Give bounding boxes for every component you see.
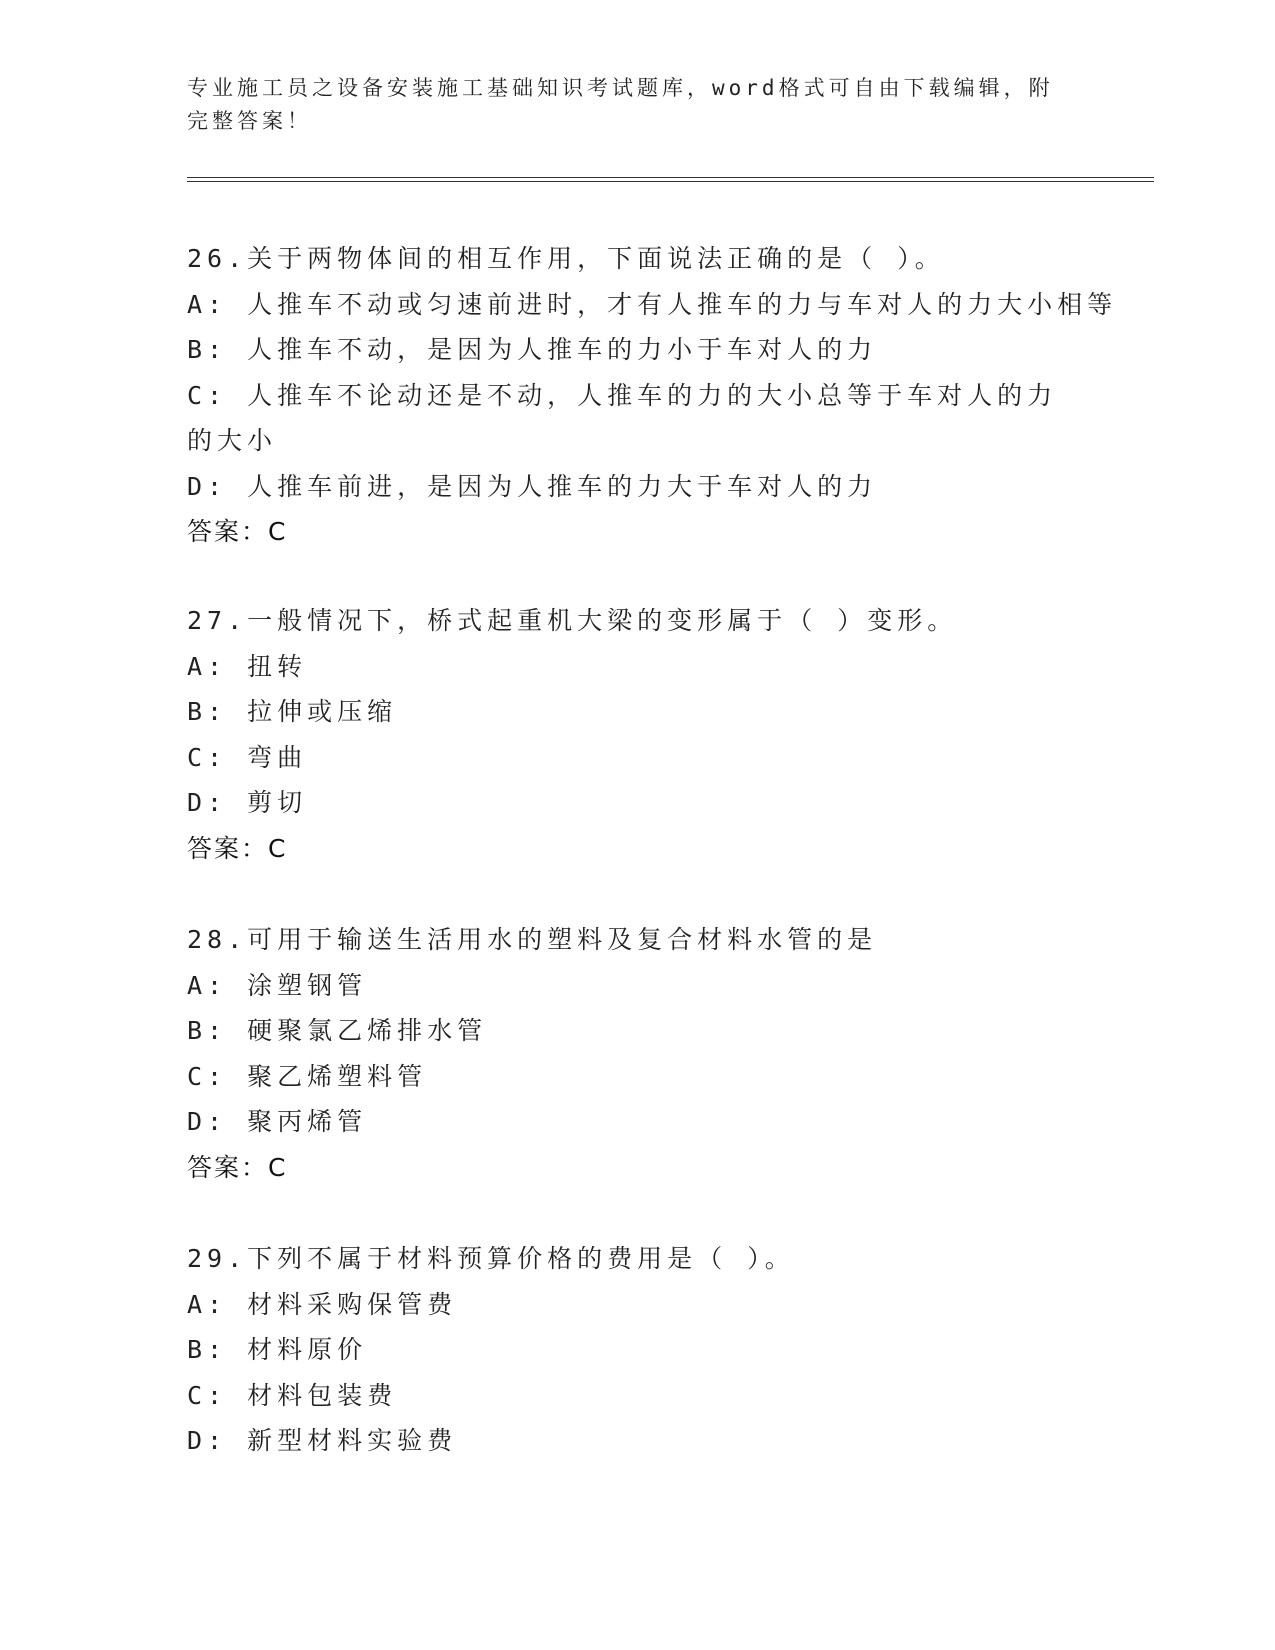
question-29	[187, 1236, 1087, 1464]
answer: 答案：C	[187, 1152, 288, 1182]
option-c: C: 人推车不论动还是不动，人推车的力的大小总等于车对人的力的大小	[187, 380, 1058, 455]
question-28	[187, 917, 1087, 1190]
option-a: A: 材料采购保管费	[187, 1289, 458, 1319]
option-a: A: 扭转	[187, 651, 308, 681]
header-divider-top	[187, 177, 1154, 178]
document-header: 专业施工员之设备安装施工基础知识考试题库，word格式可自由下载编辑，附完整答案！	[187, 76, 1054, 133]
option-c: C: 弯曲	[187, 742, 308, 772]
header-divider-bottom	[187, 181, 1154, 182]
option-b: B: 人推车不动，是因为人推车的力小于车对人的力	[187, 335, 878, 364]
option-b: B: 材料原价	[187, 1335, 368, 1364]
question-stem: 26.关于两物体间的相互作用，下面说法正确的是（ ）。	[187, 244, 945, 273]
option-d: D: 剪切	[187, 788, 308, 817]
question-stem: 27.一般情况下，桥式起重机大梁的变形属于（ ）变形。	[187, 606, 958, 635]
option-a: A: 人推车不动或匀速前进时，才有人推车的力与车对人的力大小相等	[187, 289, 1118, 319]
answer: 答案：C	[187, 517, 288, 546]
question-26	[187, 236, 1118, 555]
question-stem: 28.可用于输送生活用水的塑料及复合材料水管的是	[187, 925, 878, 954]
question-27	[187, 598, 1087, 871]
option-a: A: 涂塑钢管	[187, 970, 368, 1000]
option-d: D: 人推车前进，是因为人推车的力大于车对人的力	[187, 471, 878, 501]
option-b: B: 硬聚氯乙烯排水管	[187, 1016, 488, 1045]
question-stem: 29.下列不属于材料预算价格的费用是（ ）。	[187, 1244, 795, 1273]
option-d: D: 聚丙烯管	[187, 1107, 368, 1136]
option-b: B: 拉伸或压缩	[187, 697, 398, 726]
answer: 答案：C	[187, 833, 288, 863]
option-c: C: 材料包装费	[187, 1380, 398, 1410]
option-c: C: 聚乙烯塑料管	[187, 1061, 428, 1091]
option-d: D: 新型材料实验费	[187, 1426, 458, 1455]
